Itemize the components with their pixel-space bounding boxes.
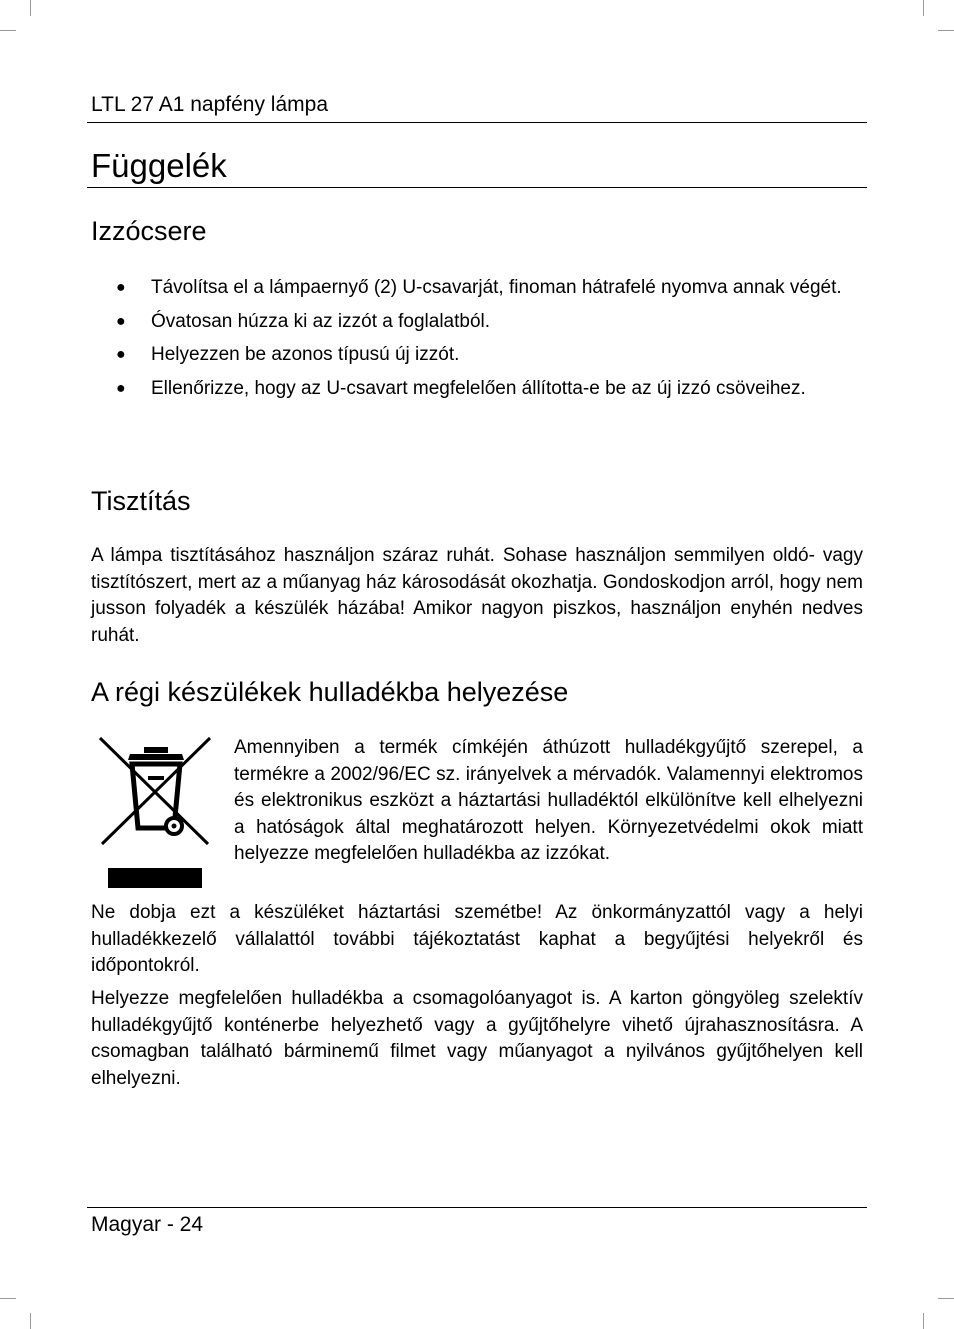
list-item bbox=[91, 376, 866, 403]
crop-mark bbox=[0, 30, 16, 31]
bullet-icon: ● bbox=[116, 312, 126, 330]
footer-rule bbox=[87, 1207, 867, 1208]
crop-mark bbox=[938, 30, 954, 31]
list-item bbox=[91, 275, 866, 302]
disposal-side-paragraph: Amennyiben a termék címkéjén áthúzott hulladékgyűjtő szerepel, a termékre a 2002/96/EC sz. irányelvek a mérvadók. Valamennyi elektromos és elektronikus eszközt a háztartási hulladéktól elkülönítve kell elhelyezni a hatóságok által meghatározott helyen. Környezetvédelmi okok miatt helyezze megfelelően hulladékba az izzókat. bbox=[234, 737, 863, 864]
bullet-icon: ● bbox=[116, 346, 126, 363]
crop-mark bbox=[938, 1298, 954, 1299]
list-item-text: Helyezzen be azonos típusú új izzót. bbox=[151, 344, 460, 365]
bullet-icon: ● bbox=[116, 279, 126, 296]
bullet-icon: ● bbox=[116, 379, 126, 397]
running-header: LTL 27 A1 napfény lámpa bbox=[91, 93, 328, 116]
cleaning-paragraph: A lámpa tisztításához használjon száraz ruhát. Sohase használjon semmilyen oldó- vagy tisztítószert, mert az a műanyag ház károsodását okozhatja. Gondoskodjon arról, hogy nem jusson folyadék a készülék házába! Amikor nagyon piszkos, használjon enyhén nedves ruhát. bbox=[91, 545, 863, 646]
list-item-text: Ellenőrizze, hogy az U-csavart megfelelően állította-e be az új izzó csöveihez. bbox=[151, 377, 806, 399]
crop-mark bbox=[923, 1313, 924, 1329]
crop-mark bbox=[923, 0, 924, 16]
crop-mark bbox=[30, 1313, 31, 1329]
crop-mark bbox=[0, 1298, 16, 1299]
header-rule bbox=[87, 122, 867, 123]
list-item-text: Óvatosan húzza ki az izzót a foglalatból. bbox=[151, 310, 491, 332]
page-title: Függelék bbox=[91, 147, 227, 184]
packaging-paragraph: Helyezze megfelelően hulladékba a csomagolóanyagot is. A karton göngyöleg szelektív hulladékgyűjtő konténerbe helyezhető vagy a gyűjtőhelyre vihető újrahasznosításra. A csomagban található bárminemű filmet vagy műanyagot a nyilvános gyűjtőhelyen kell elhelyezni. bbox=[91, 988, 863, 1089]
section-heading-bulb-replacement: Izzócsere bbox=[91, 216, 207, 246]
section-heading-cleaning: Tisztítás bbox=[91, 486, 191, 516]
crossed-out-wheelie-bin-icon bbox=[96, 734, 214, 890]
bulb-replacement-steps bbox=[91, 275, 866, 409]
page-number: Magyar - 24 bbox=[91, 1213, 204, 1236]
crop-mark bbox=[30, 0, 31, 16]
disposal-paragraph: Ne dobja ezt a készüléket háztartási szemétbe! Az önkormányzattól vagy a helyi hulladékkezelő vállalattól további tájékoztatást kaphat a begyűjtési helyekről és időpontokról. bbox=[91, 902, 863, 976]
title-rule bbox=[87, 187, 867, 188]
list-item bbox=[91, 342, 866, 369]
section-heading-disposal: A régi készülékek hulladékba helyezése bbox=[91, 677, 569, 707]
list-item-text: Távolítsa el a lámpaernyő (2) U-csavarját, finoman hátrafelé nyomva annak végét. bbox=[151, 277, 842, 298]
list-item bbox=[91, 309, 866, 336]
